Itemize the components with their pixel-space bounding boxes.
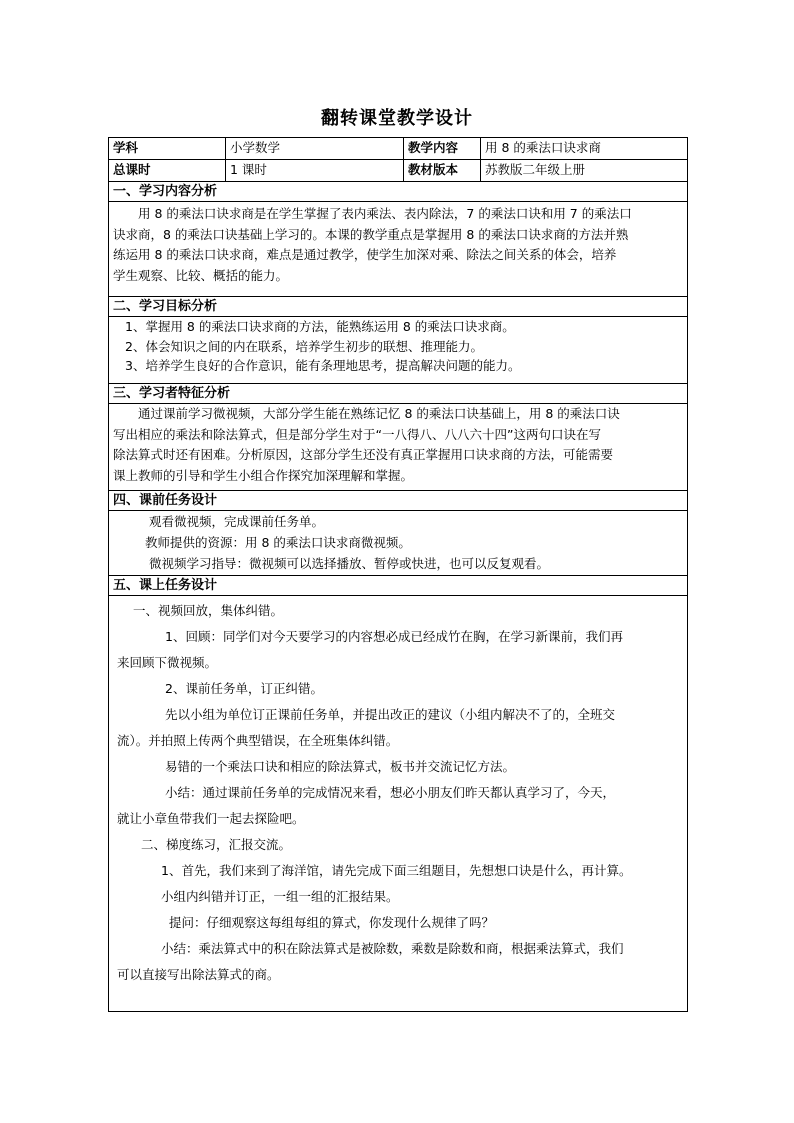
lesson-design-table [108,137,688,1012]
meta-row-hours [109,160,688,182]
paragraph-line: 学生观察、比较、概括的能力。 [113,267,289,283]
section-heading-row [109,491,688,511]
in-class-line: 小结：通过课前任务单的完成情况来看，想必小朋友们昨天都认真学习了，今天， [165,785,616,800]
subject-value: 小学数学 [226,138,404,160]
paragraph-line: 除法算式时还有困难。分析原因，这部分学生还没有真正掌握用口诀求商的方法，可能需要 [113,447,614,462]
document-title: 翻转课堂教学设计 [321,108,473,129]
in-class-line: 1、首先，我们来到了海洋馆，请先完成下面三组题目，先想想口诀是什么，再计算。 [161,863,632,878]
content-value: 用 8 的乘法口诀求商 [481,138,688,160]
in-class-line: 来回顾下微视频。 [117,655,218,670]
section-heading-row [109,297,688,317]
pre-class-line: 观看微视频，完成课前任务单。 [149,514,325,529]
section-heading-row [109,182,688,202]
hours-label: 总课时 [109,160,226,182]
paragraph-line: 用 8 的乘法口诀求商是在学生掌握了表内乘法、表内除法，7 的乘法口诀和用 7 的乘法口 [138,206,632,221]
pre-class-body [109,511,688,576]
meta-row-subject [109,138,688,160]
in-class-body [109,596,688,1012]
in-class-line: 流）。并拍照上传两个典型错误，在全班集体纠错。 [117,733,399,748]
in-class-line: 就让小章鱼带我们一起去探险吧。 [117,811,305,826]
section-heading-row [109,576,688,596]
content-label: 教学内容 [404,138,481,160]
in-class-line: 易错的一个乘法口诀和相应的除法算式，板书并交流记忆方法。 [165,759,516,774]
in-class-line: 小组内纠错并订正，一组一组的汇报结果。 [161,889,399,904]
content-analysis-heading: 一、学习内容分析 [109,182,688,202]
paragraph-line: 通过课前学习微视频，大部分学生能在熟练记忆 8 的乘法口诀基础上，用 8 的乘法口诀 [138,406,620,421]
goal-item: 2、体会知识之间的内在联系，培养学生初步的联想、推理能力。 [125,338,483,354]
pre-class-heading: 四、课前任务设计 [109,491,688,511]
goal-item: 1、掌握用 8 的乘法口诀求商的方法，能熟练运用 8 的乘法口诀求商。 [125,319,515,334]
pre-class-line: 教师提供的资源：用 8 的乘法口诀求商微视频。 [145,535,411,550]
paragraph-line: 写出相应的乘法和除法算式，但是部分学生对于“一八得八、八八六十四”这两句口诀在写 [113,426,601,442]
content-analysis-body [109,202,688,297]
learner-row [109,404,688,491]
in-class-line: 一、视频回放，集体纠错。 [133,603,284,618]
paragraph-line: 练运用 8 的乘法口诀求商，难点是通过教学，使学生加深对乘、除法之间关系的体会，培养 [113,247,617,262]
in-class-line: 二、梯度练习，汇报交流。 [141,837,292,852]
in-class-heading: 五、课上任务设计 [109,576,688,596]
in-class-line: 小结：乘法算式中的积在除法算式是被除数，乘数是除数和商，根据乘法算式，我们 [161,941,624,956]
goals-heading: 二、学习目标分析 [109,297,688,317]
in-class-row [109,596,688,1012]
in-class-line: 提问：仔细观察这每组每组的算式，你发现什么规律了吗？ [169,915,495,930]
edition-value: 苏教版二年级上册 [481,160,688,182]
goal-item: 3、培养学生良好的合作意识，能有条理地思考，提高解决问题的能力。 [125,358,521,373]
pre-class-row [109,511,688,576]
in-class-line: 2、课前任务单，订正纠错。 [165,681,323,696]
hours-value: 1 课时 [226,160,404,182]
learner-body [109,404,688,491]
content-analysis-row [109,202,688,297]
paragraph-line: 诀求商，8 的乘法口诀基础上学习的。本课的教学重点是掌握用 8 的乘法口诀求商的方法并熟 [113,226,629,242]
section-heading-row [109,384,688,404]
edition-label: 教材版本 [404,160,481,182]
learner-heading: 三、学习者特征分析 [109,384,688,404]
goals-row [109,317,688,384]
in-class-line: 1、回顾：同学们对今天要学习的内容想必成已经成竹在胸，在学习新课前，我们再 [165,629,623,644]
goals-body [109,317,688,384]
in-class-line: 可以直接写出除法算式的商。 [117,967,280,982]
in-class-line: 先以小组为单位订正课前任务单，并提出改正的建议（小组内解决不了的，全班交 [165,707,616,722]
subject-label: 学科 [109,138,226,160]
pre-class-line: 微视频学习指导：微视频可以选择播放、暂停或快进，也可以反复观看。 [149,556,550,571]
paragraph-line: 课上教师的引导和学生小组合作探究加深理解和掌握。 [113,467,414,483]
